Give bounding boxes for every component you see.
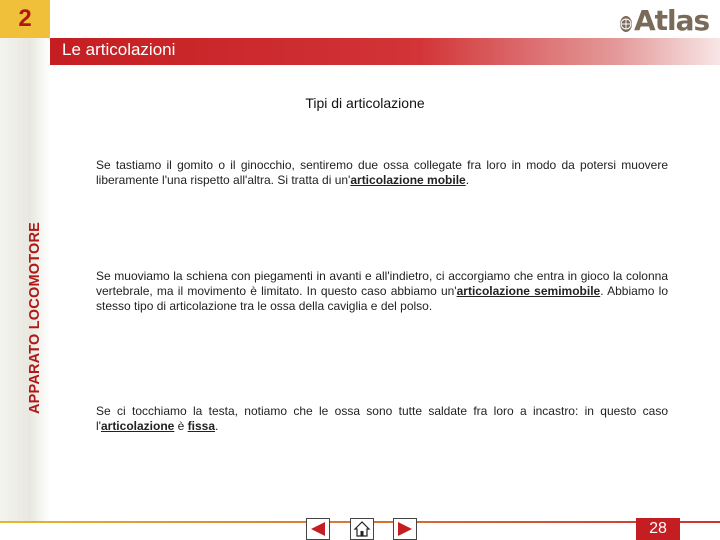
globe-icon [620,16,632,32]
next-button[interactable] [393,518,417,540]
house-icon [353,520,371,538]
section-title: Tipi di articolazione [305,95,425,111]
term-link-articolazione[interactable]: articolazione [100,419,175,433]
atlas-logo [620,4,708,36]
paragraph-text: . Abbiamo lo stesso tipo di articolazione tra le ossa della caviglia e del polso. [96,284,669,313]
paragraph-text: . [215,419,219,433]
triangle-left-icon [309,521,327,537]
triangle-right-icon [396,521,414,537]
paragraph-text: è [174,419,188,433]
previous-button[interactable] [306,518,330,540]
chapter-number-badge [0,0,50,38]
paragraph-text: Se muoviamo la schiena con piegamenti in avanti e all'indietro, ci accorgiamo che entra in gioco la colonna vertebrale, ma il movimento è limitato. In questo caso abbiamo un' [96,269,668,298]
paragraph-text: . [465,173,470,187]
page-number: 28 [649,520,667,537]
term-link-fissa[interactable]: fissa [187,419,216,433]
paragraph-text: Se ci tocchiamo la testa, notiamo che le ossa sono tutte saldate fra loro a incastro: in questo caso l' [96,404,668,433]
paragraph-semimobile [96,269,668,314]
term-link-articolazione-mobile[interactable]: articolazione mobile [350,173,466,187]
paragraph-text: Se tastiamo il gomito o il ginocchio, sentiremo due ossa collegate fra loro in modo da potersi muovere liberamente l'una rispetto all'altra. Si tratta di un' [96,158,668,187]
page-title: Le articolazioni [62,40,176,59]
term-link-articolazione-semimobile[interactable]: articolazione semimobile [456,284,601,298]
sidebar-label: APPARATO LOCOMOTORE [27,221,43,415]
page-number-badge [636,518,680,540]
home-button[interactable] [350,518,374,540]
paragraph-fissa [96,404,668,434]
chapter-number: 2 [18,5,32,32]
header-bar [50,38,720,65]
logo-text: Atlas [634,3,710,37]
paragraph-mobile [96,158,668,188]
